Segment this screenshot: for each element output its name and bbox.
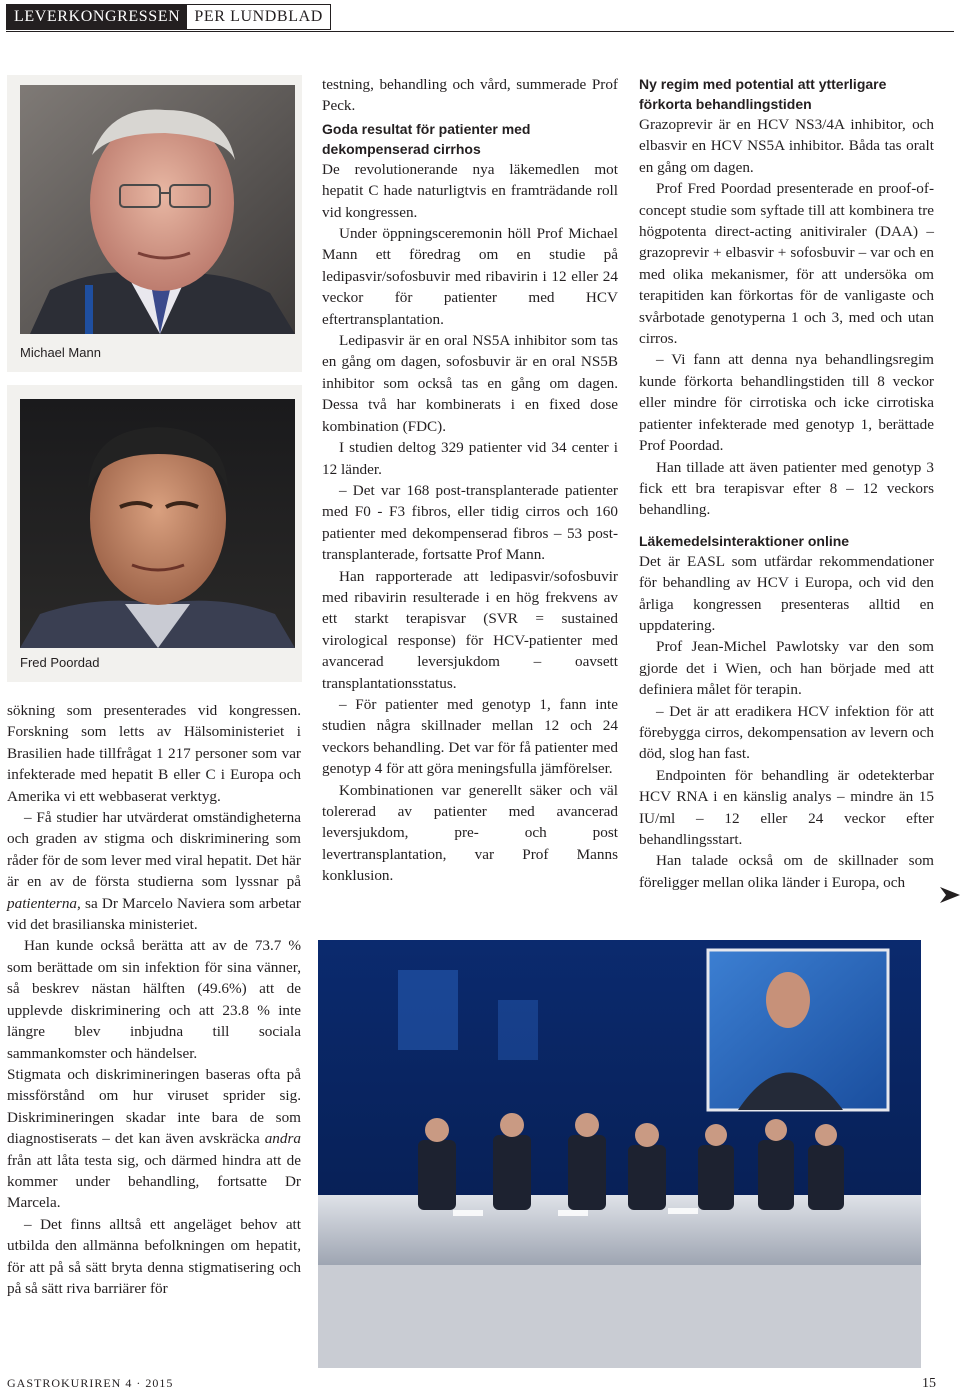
section-header bbox=[6, 4, 331, 30]
body-paragraph: sökning som presenterades vid kongressen. Forskning som letts av Hälsoministeriet i Brasilien hade tillfrågat 1 217 personer som var infekterade med hepatit B eller C i Europa och Amerika vi ett webbaserat verktyg. bbox=[7, 702, 301, 805]
article-column-2 bbox=[322, 74, 618, 887]
body-paragraph: – För patienter med genotyp 1, fann inte studien några skillnader mellan 12 och 24 veckors behandling. Det var för få patienter med genotyp 4 för att göra meningsfulla jämförelser. bbox=[322, 695, 618, 778]
body-paragraph: testning, behandling och vård, summerade Prof Peck. bbox=[322, 76, 618, 115]
article-column-1 bbox=[7, 700, 301, 1299]
section-label: LEVERKONGRESSEN bbox=[7, 5, 187, 29]
body-paragraph: Han talade också om de skillnader som föreligger mellan olika länder i Europa, och bbox=[639, 852, 934, 891]
body-paragraph: Prof Fred Poordad presenterade en proof-of-concept studie som syftade till att kombinera tre högpotenta direct-acting anitiviraler (DAA) – grazoprevir + elbasvir + sofosbuvir – var och en med olika mekanismer, för att undersöka om terapitiden kan förkortas för de vanligaste och svårbotade genotyperna 1 och 3, med och utan cirros. bbox=[639, 180, 934, 348]
body-paragraph: Han kunde också berätta att av de 73.7 % som berättade om sin infektion för sina vänner, så beskrev nästan hälften (49.6%) att de upplevde diskriminering och att 23.8 % inte längre blev inbjudna till sociala sammankomster och händelser. bbox=[7, 937, 301, 1062]
body-paragraph: Grazoprevir är en HCV NS3/4A inhibitor, och elbasvir en HCV NS5A inhibitor. Båda tas oralt en gång om dagen. bbox=[639, 116, 934, 176]
body-paragraph: Stigmata och diskrimineringen baseras ofta på missförstånd om hur viruset sprider sig. Diskrimineringen skadar inte bara de som diagnostiserats – det kan även avskräcka andra från att låta testa sig, och därmed hindra att de kommer under behandling, fortsatte Dr Marcela. bbox=[7, 1065, 301, 1212]
journal-footer: GASTROKURIREN 4 · 2015 bbox=[7, 1376, 174, 1390]
portrait-image-michael-mann bbox=[20, 85, 295, 334]
body-paragraph: Kombinationen var generellt säker och väl tolererad av patienter med avancerad leversjukdom, pre- och post levertransplantation, var Prof Manns konklusion. bbox=[322, 781, 618, 885]
continue-arrow-icon bbox=[940, 887, 960, 903]
photo-fred-poordad bbox=[7, 385, 302, 682]
photo-caption: Michael Mann bbox=[20, 345, 101, 360]
portrait-image-fred-poordad bbox=[20, 399, 295, 648]
header-rule bbox=[6, 31, 954, 32]
body-paragraph: – Det var 168 post-transplanterade patienter med F0 - F3 fibros, eller tidig cirros och 160 patienter med dekompenserad fibros – 53 post-transplanterade, fortsatte Prof Mann. bbox=[322, 481, 618, 564]
body-paragraph: – Få studier har utvärderat omständigheterna och graden av stigma och diskriminering som råder för de som lever med viral hepatit. Det här är en av de första studierna som lyssnar på patienterna, sa Dr Marcelo Naviera som arbetar vid det brasilianska ministeriet. bbox=[7, 809, 301, 934]
body-paragraph: – Det finns alltså ett angeläget behov att utbilda den allmänna befolkningen om hepatit, för att på så sätt bryta denna stigmatisering och på så sätt riva barriärer för bbox=[7, 1215, 301, 1297]
body-paragraph: – Det är att eradikera HCV infektion för att förebygga cirros, dekompensation av levern och död, slog han fast. bbox=[639, 702, 934, 763]
body-paragraph: – Vi fann att denna nya behandlingsregim kunde förkorta behandlingstiden till 8 veckor eller mindre för cirrotiska och icke cirrotiska patienter infekterade med genotyp 1, berättade Prof Poordad. bbox=[639, 351, 934, 455]
photo-michael-mann bbox=[7, 75, 302, 372]
body-paragraph: Endpointen för behandling är odetekterbar HCV RNA i en känslig analys – mindre än 15 IU/ml – 12 eller 24 veckor efter behandlingsstart. bbox=[639, 766, 934, 848]
conference-panel-photo bbox=[318, 940, 921, 1368]
subheading: Goda resultat för patienter med dekompenserad cirrhos bbox=[322, 120, 531, 157]
body-paragraph: I studien deltog 329 patienter vid 34 center i 12 länder. bbox=[322, 439, 618, 478]
body-paragraph: Han rapporterade att ledipasvir/sofosbuvir med ribavirin resulterade i en hög frekvens av ett starkt terapisvar (SVR = sustained virological response) för HCV-patienter med avancerad leversjukdom – oavsett transplantationsstatus. bbox=[322, 567, 618, 692]
subheading: Ny regim med potential att ytterligare förkorta behandlingstiden bbox=[639, 76, 887, 112]
body-paragraph: Han tillade att även patienter med genotyp 3 fick ett bra terapisvar efter 8 – 12 veckors behandling. bbox=[639, 458, 934, 519]
body-paragraph: Prof Jean-Michel Pawlotsky var den som gjorde det i Wien, och han började med att definiera målet för terapin. bbox=[639, 638, 934, 699]
body-paragraph: De revolutionerande nya läkemedlen mot hepatit C hade naturligtvis en framträdande roll vid kongressen. bbox=[322, 160, 618, 221]
body-paragraph: Under öppningsceremonin höll Prof Michael Mann ett föredrag om en studie på ledipasvir/sofosbuvir med ribavirin i 12 eller 24 veckor för patienter med HCV eftertransplantation. bbox=[322, 225, 618, 328]
body-paragraph: Ledipasvir är en oral NS5A inhibitor som tas en gång om dagen, sofosbuvir är en oral NS5B inhibitor som också tas en gång om dagen. Dessa två har kombinerats i en fixed dose kombination (FDC). bbox=[322, 332, 618, 435]
page-number: 15 bbox=[922, 1376, 936, 1391]
author-label: PER LUNDBLAD bbox=[194, 8, 323, 25]
photo-caption: Fred Poordad bbox=[20, 655, 100, 670]
subheading: Läkemedelsinteraktioner online bbox=[639, 532, 850, 549]
article-column-3 bbox=[639, 74, 934, 893]
body-paragraph: Det är EASL som utfärdar rekommendationer för behandling av HCV i Europa, och vid den årliga kongressen presenteras alltid en uppdatering. bbox=[639, 552, 934, 634]
